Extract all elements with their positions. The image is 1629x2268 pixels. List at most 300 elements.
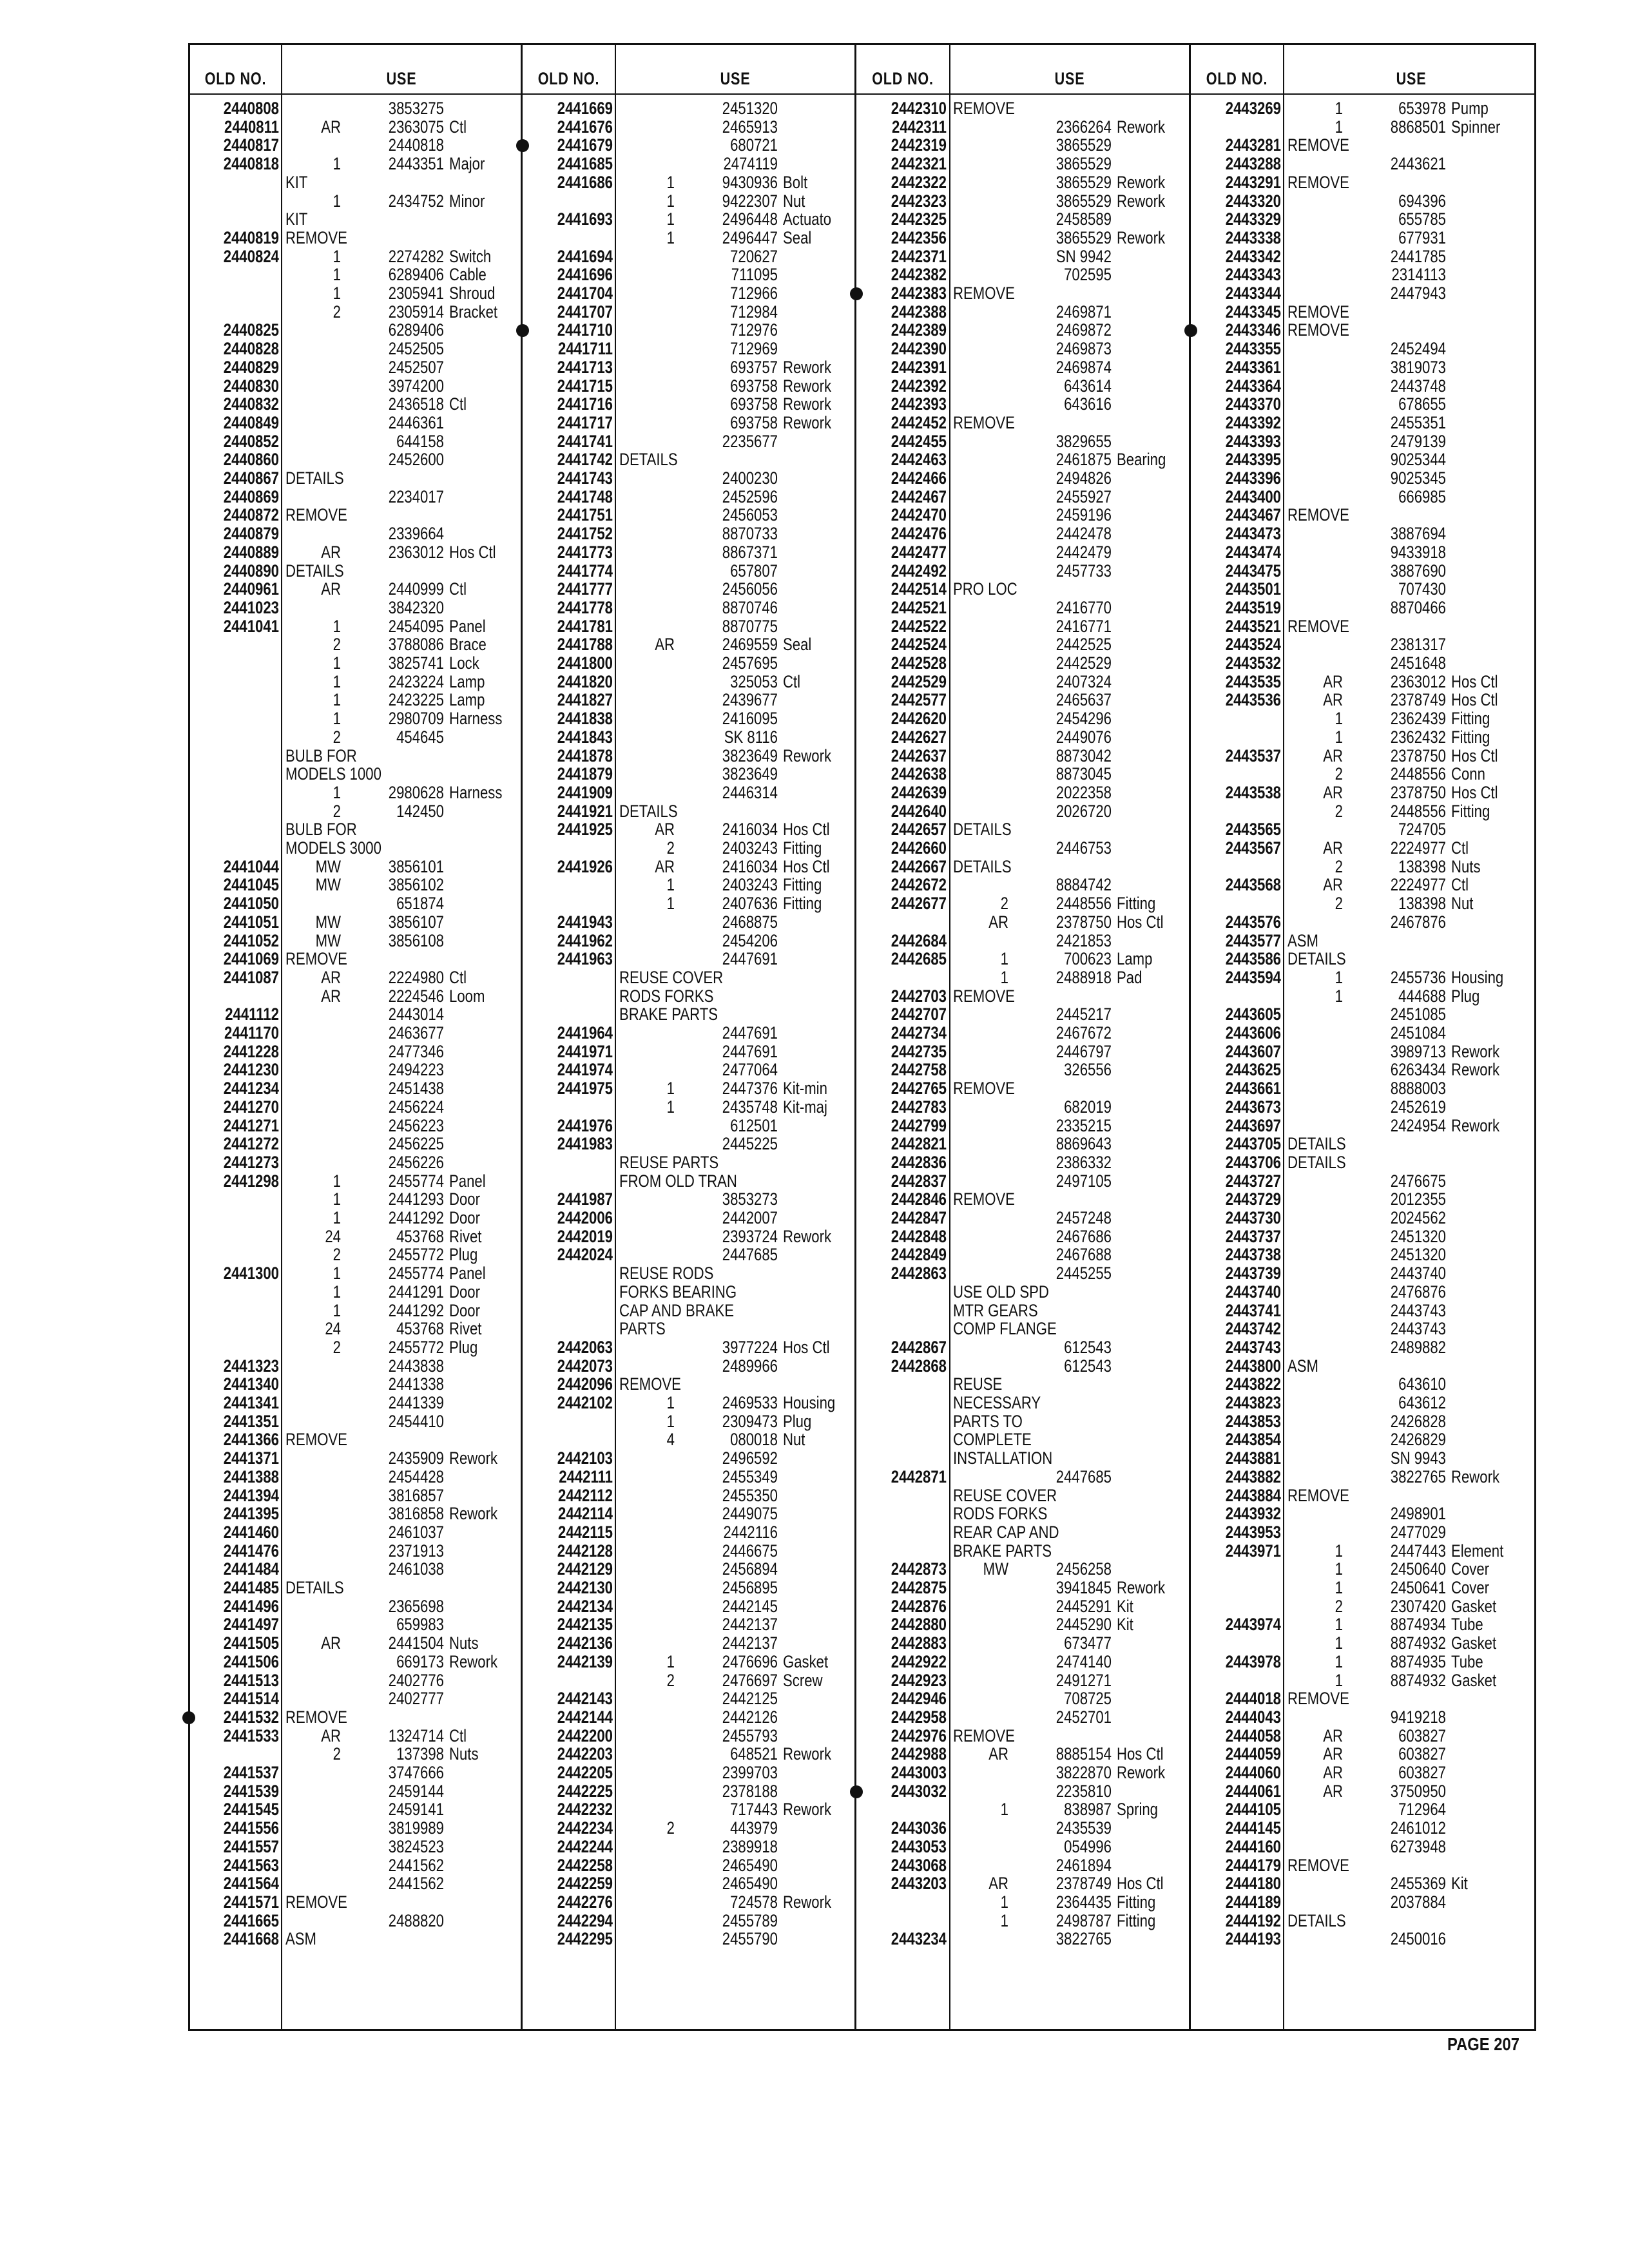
- old-number: 2443706: [1225, 1152, 1281, 1172]
- table-row: [524, 506, 854, 524]
- quantity: 1: [666, 191, 675, 211]
- table-row: [1192, 229, 1537, 247]
- part-number: 6263434: [1390, 1060, 1446, 1080]
- old-number: 2441087: [223, 967, 279, 987]
- row-note: REMOVE: [285, 227, 347, 247]
- part-description: Hos Ctl: [1117, 912, 1164, 932]
- old-number: 2443697: [1225, 1115, 1281, 1135]
- table-row: [1192, 1838, 1537, 1856]
- quantity: 1: [1335, 709, 1343, 729]
- row-note: REMOVE: [953, 1725, 1015, 1745]
- part-number: 8869643: [1055, 1134, 1112, 1154]
- table-row: [524, 1209, 854, 1227]
- part-number: 643610: [1398, 1374, 1446, 1394]
- part-number: 643616: [1064, 394, 1112, 414]
- table-row: [524, 432, 854, 451]
- table-row: [858, 635, 1188, 654]
- old-number: 2442129: [557, 1559, 613, 1579]
- part-number: 9433918: [1390, 542, 1446, 562]
- table-row: [190, 1005, 520, 1024]
- quantity: 1: [333, 1282, 341, 1302]
- part-number: 2443743: [1390, 1319, 1446, 1339]
- row-note: REMOVE: [1287, 302, 1349, 322]
- table-row: [524, 1745, 854, 1763]
- part-number: 2403243: [722, 875, 778, 895]
- table-row: [190, 358, 520, 377]
- part-description: Panel: [449, 1171, 486, 1191]
- old-number: 2441781: [557, 616, 613, 636]
- table-row: [858, 1061, 1188, 1079]
- table-row: [1192, 1912, 1537, 1930]
- quantity: 1: [333, 782, 341, 802]
- table-row: [524, 765, 854, 783]
- old-number: 2442322: [891, 172, 947, 192]
- part-number: 2393724: [722, 1226, 778, 1246]
- table-row: [858, 876, 1188, 894]
- part-number: 669173: [396, 1651, 444, 1671]
- old-number: 2441707: [557, 302, 613, 322]
- old-number: 2444018: [1225, 1689, 1281, 1709]
- table-row: [190, 469, 520, 488]
- table-row: [190, 932, 520, 950]
- part-number: 3865529: [1055, 172, 1112, 192]
- old-number: 2441476: [223, 1541, 279, 1561]
- old-number: 2442863: [891, 1264, 947, 1283]
- table-row: [858, 377, 1188, 396]
- old-number: 2442139: [557, 1651, 613, 1671]
- old-number: 2442848: [891, 1226, 947, 1246]
- table-row: [190, 1542, 520, 1561]
- table-row: [858, 1912, 1188, 1930]
- table-row: [1192, 1542, 1537, 1561]
- table-row: [858, 1653, 1188, 1671]
- row-note: PARTS TO: [953, 1411, 1023, 1431]
- old-number: 2441533: [223, 1725, 279, 1745]
- old-number: 2443281: [1225, 135, 1281, 155]
- table-row: [1192, 543, 1537, 562]
- table-row: [858, 506, 1188, 524]
- table-row: [190, 1320, 520, 1338]
- part-number: 2441292: [388, 1208, 444, 1227]
- old-number: 2441051: [223, 912, 279, 932]
- table-row: [524, 340, 854, 358]
- table-row: [858, 432, 1188, 451]
- old-number: 2441341: [223, 1393, 279, 1412]
- old-number: 2443568: [1225, 875, 1281, 895]
- table-row: [1192, 1117, 1537, 1135]
- part-description: Rework: [1451, 1115, 1500, 1135]
- part-number: 603827: [1398, 1725, 1446, 1745]
- row-note: MODELS 1000: [285, 764, 381, 784]
- use-header: USE: [1396, 69, 1427, 88]
- part-number: 2469559: [722, 635, 778, 655]
- part-number: 2416095: [722, 709, 778, 729]
- quantity: 2: [666, 838, 675, 858]
- part-number: 444688: [1398, 986, 1446, 1006]
- quantity: AR: [321, 967, 341, 987]
- old-number: 2440824: [223, 246, 279, 266]
- old-number: 2441023: [223, 597, 279, 617]
- part-number: 2224980: [388, 967, 444, 987]
- old-number: 2443673: [1225, 1097, 1281, 1117]
- part-description: Screw: [783, 1670, 823, 1690]
- quantity: 1: [1335, 1541, 1343, 1561]
- old-no-header: OLD NO.: [872, 69, 934, 88]
- old-number: 2443538: [1225, 782, 1281, 802]
- part-description: Door: [449, 1189, 480, 1209]
- quantity: 1: [333, 616, 341, 636]
- row-note: PARTS: [619, 1319, 666, 1339]
- part-number: 2441504: [388, 1633, 444, 1653]
- part-description: Gasket: [1451, 1596, 1497, 1616]
- quantity: AR: [321, 579, 341, 599]
- old-number: 2443269: [1225, 99, 1281, 118]
- old-number: 2443036: [891, 1818, 947, 1838]
- old-number: 2442295: [557, 1929, 613, 1949]
- table-row: [190, 1117, 520, 1135]
- table-row: [190, 1800, 520, 1819]
- table-row: [524, 1782, 854, 1801]
- part-description: Door: [449, 1282, 480, 1302]
- old-number: 2441976: [557, 1115, 613, 1135]
- old-number: 2443346: [1225, 320, 1281, 340]
- row-note: REMOVE: [1287, 1485, 1349, 1505]
- table-row: [858, 654, 1188, 673]
- table-row: [858, 321, 1188, 340]
- part-number: 612543: [1064, 1356, 1112, 1376]
- row-note: REMOVE: [285, 1707, 347, 1727]
- part-description: Nuts: [1451, 856, 1481, 876]
- old-number: 2442871: [891, 1466, 947, 1486]
- old-number: 2443395: [1225, 450, 1281, 470]
- bullet-marker: [1184, 324, 1197, 337]
- table-row: [1192, 820, 1537, 839]
- quantity: 1: [333, 690, 341, 710]
- quantity: 1: [333, 154, 341, 174]
- part-number: 2498901: [1390, 1504, 1446, 1524]
- row-note: DETAILS: [1287, 1152, 1346, 1172]
- old-number: 2442849: [891, 1245, 947, 1265]
- part-number: 2461894: [1055, 1855, 1112, 1875]
- row-note: REMOVE: [953, 99, 1015, 118]
- row-note: FORKS BEARING: [619, 1282, 737, 1302]
- part-number: 8868501: [1390, 117, 1446, 137]
- table-row: [858, 192, 1188, 211]
- old-number: 2442627: [891, 727, 947, 747]
- old-number: 2442392: [891, 376, 947, 396]
- old-number: 2443730: [1225, 1208, 1281, 1227]
- part-number: 2496447: [722, 227, 778, 247]
- table-row: [858, 265, 1188, 284]
- table-row: [1192, 1819, 1537, 1838]
- old-number: 2441987: [557, 1189, 613, 1209]
- table-row: [1192, 1671, 1537, 1690]
- part-number: 2442126: [722, 1707, 778, 1727]
- part-number: 724705: [1398, 820, 1446, 840]
- table-row: [858, 1671, 1188, 1690]
- table-row: [858, 1209, 1188, 1227]
- row-note: DETAILS: [1287, 949, 1346, 969]
- old-number: 2442620: [891, 709, 947, 729]
- table-row: [524, 1449, 854, 1468]
- part-number: 666985: [1398, 486, 1446, 506]
- row-note: NECESSARY: [953, 1393, 1041, 1412]
- row-note: REUSE COVER: [953, 1485, 1057, 1505]
- part-number: 2450641: [1390, 1578, 1446, 1597]
- table-row: [1192, 968, 1537, 987]
- part-number: 2446361: [388, 412, 444, 432]
- part-number: 2457248: [1055, 1208, 1112, 1227]
- part-number: 2441291: [388, 1282, 444, 1302]
- part-description: Pad: [1117, 967, 1142, 987]
- part-number: 2448556: [1055, 894, 1112, 914]
- old-number: 2442577: [891, 690, 947, 710]
- part-description: Ctl: [449, 1725, 467, 1745]
- part-number: 2454095: [388, 616, 444, 636]
- table-row: [190, 765, 520, 783]
- part-number: 2452619: [1390, 1097, 1446, 1117]
- old-number: 2441751: [557, 505, 613, 525]
- table-row: [858, 968, 1188, 987]
- old-no-header: OLD NO.: [1206, 69, 1268, 88]
- quantity: MW: [315, 875, 341, 895]
- table-row: [1192, 340, 1537, 358]
- part-description: Rework: [1451, 1466, 1500, 1486]
- old-number: 2440849: [223, 412, 279, 432]
- part-description: Rework: [783, 1226, 832, 1246]
- old-number: 2444058: [1225, 1725, 1281, 1745]
- table-row: [1192, 192, 1537, 211]
- old-number: 2442143: [557, 1689, 613, 1709]
- table-row: [190, 728, 520, 747]
- table-row: [858, 783, 1188, 802]
- part-number: 2451084: [1390, 1023, 1446, 1043]
- part-number: 6289406: [388, 320, 444, 340]
- row-note: RODS FORKS: [619, 986, 714, 1006]
- table-row: [858, 1264, 1188, 1283]
- part-number: 2452596: [722, 486, 778, 506]
- old-number: 2441041: [223, 616, 279, 636]
- table-row: [524, 1338, 854, 1357]
- part-number: 2407636: [722, 894, 778, 914]
- old-number: 2442114: [558, 1504, 613, 1524]
- part-number: 2378750: [1390, 745, 1446, 765]
- part-description: Kit: [1451, 1874, 1468, 1894]
- table-row: [858, 802, 1188, 821]
- part-number: 603827: [1398, 1763, 1446, 1782]
- table-row: [1192, 1412, 1537, 1431]
- old-number: 2442102: [557, 1393, 613, 1412]
- table-row: [524, 229, 854, 247]
- table-row: [190, 321, 520, 340]
- part-number: 326556: [1064, 1060, 1112, 1080]
- part-number: 2455793: [722, 1725, 778, 1745]
- row-note: REMOVE: [1287, 1689, 1349, 1709]
- old-number: 2441170: [224, 1023, 279, 1043]
- table-row: [858, 1800, 1188, 1819]
- part-number: 2416771: [1055, 616, 1112, 636]
- part-description: Hos Ctl: [1451, 671, 1498, 691]
- old-number: 2442876: [891, 1596, 947, 1616]
- part-number: 2456056: [722, 579, 778, 599]
- part-number: 2435748: [722, 1097, 778, 1117]
- old-number: 2440817: [223, 135, 279, 155]
- old-number: 2442846: [891, 1189, 947, 1209]
- old-number: 2442203: [557, 1744, 613, 1764]
- table-row: [190, 1357, 520, 1376]
- table-row: [1192, 1874, 1537, 1893]
- part-number: 2447443: [1390, 1541, 1446, 1561]
- table-row: [858, 1856, 1188, 1875]
- quantity: 2: [1335, 801, 1343, 821]
- row-note: KIT: [285, 172, 308, 192]
- row-note: REMOVE: [1287, 505, 1349, 525]
- table-row: [858, 1190, 1188, 1209]
- table-row: [524, 1043, 854, 1061]
- part-description: Major: [449, 154, 485, 174]
- row-note: DETAILS: [953, 820, 1012, 840]
- old-number: 2442799: [891, 1115, 947, 1135]
- old-number: 2440869: [223, 486, 279, 506]
- part-number: 2474119: [723, 154, 778, 174]
- part-number: 8870733: [722, 524, 778, 544]
- table-row: [524, 173, 854, 192]
- quantity: AR: [988, 912, 1008, 932]
- part-description: Ctl: [449, 579, 467, 599]
- old-number: 2443607: [1225, 1041, 1281, 1061]
- part-number: 2026720: [1055, 801, 1112, 821]
- part-description: Ctl: [1451, 838, 1469, 858]
- part-number: 2389918: [722, 1836, 778, 1856]
- row-note: REMOVE: [953, 986, 1015, 1006]
- old-number: 2442019: [557, 1226, 613, 1246]
- table-row: [524, 1634, 854, 1653]
- table-row: [524, 1283, 854, 1302]
- quantity: 2: [1000, 894, 1008, 914]
- part-number: 2426829: [1390, 1430, 1446, 1450]
- table-row: [524, 1135, 854, 1153]
- part-number: 2454206: [722, 930, 778, 950]
- row-note: DETAILS: [1287, 1910, 1346, 1930]
- table-row: [858, 1172, 1188, 1191]
- table-row: [1192, 617, 1537, 636]
- old-number: 2441485: [223, 1578, 279, 1597]
- table-row: [190, 580, 520, 599]
- part-number: 2452701: [1055, 1707, 1112, 1727]
- old-number: 2441668: [223, 1929, 279, 1949]
- part-number: 2443743: [1390, 1300, 1446, 1320]
- table-row: [1192, 469, 1537, 488]
- part-number: 2022358: [1055, 782, 1112, 802]
- row-note: DETAILS: [285, 1578, 344, 1597]
- part-number: 3887694: [1390, 524, 1446, 544]
- table-row: [1192, 1523, 1537, 1542]
- part-number: 2467686: [1055, 1226, 1112, 1246]
- table-row: [524, 1819, 854, 1838]
- part-number: 643614: [1064, 376, 1112, 396]
- old-no-header: OLD NO.: [537, 69, 600, 88]
- old-number: 2444189: [1225, 1892, 1281, 1912]
- old-number: 2443853: [1225, 1411, 1281, 1431]
- table-row: [190, 599, 520, 617]
- part-number: 3824523: [388, 1836, 444, 1856]
- part-description: Rework: [783, 376, 832, 396]
- part-number: 2479139: [1390, 431, 1446, 451]
- table-row: [524, 1486, 854, 1505]
- table-row: [1192, 247, 1537, 266]
- part-number: 453768: [396, 1319, 444, 1339]
- table-row: [858, 155, 1188, 173]
- part-number: 2476876: [1390, 1282, 1446, 1302]
- table-row: [190, 1449, 520, 1468]
- old-number: 2443884: [1225, 1485, 1281, 1505]
- old-number: 2442707: [891, 1004, 947, 1024]
- old-number: 2441069: [223, 949, 279, 969]
- old-number: 2442390: [891, 339, 947, 359]
- part-number: 2489966: [722, 1356, 778, 1376]
- table-row: [524, 1227, 854, 1246]
- old-number: 2443396: [1225, 468, 1281, 488]
- old-number: 2442672: [891, 875, 947, 895]
- quantity: 1: [333, 265, 341, 285]
- old-number: 2441539: [223, 1781, 279, 1801]
- quantity: 1: [1000, 1892, 1008, 1912]
- part-number: 2491271: [1055, 1670, 1112, 1690]
- old-number: 2443625: [1225, 1060, 1281, 1080]
- old-number: 2442323: [891, 191, 947, 211]
- part-number: 2450640: [1390, 1559, 1446, 1579]
- table-row: [1192, 1302, 1537, 1320]
- table-row: [858, 1486, 1188, 1505]
- table-row: [524, 1653, 854, 1671]
- quantity: 1: [333, 653, 341, 673]
- part-number: 2452494: [1390, 339, 1446, 359]
- table-row: [858, 1227, 1188, 1246]
- table-row: [524, 1024, 854, 1043]
- old-number: 2441513: [223, 1670, 279, 1690]
- quantity: AR: [655, 856, 675, 876]
- old-number: 2442389: [891, 320, 947, 340]
- old-number: 2442514: [891, 579, 947, 599]
- part-description: Bracket: [449, 302, 498, 322]
- table-row: [1192, 1727, 1537, 1745]
- table-row: [190, 543, 520, 562]
- old-number: 2440811: [224, 117, 279, 137]
- part-number: 2445290: [1055, 1615, 1112, 1635]
- old-number: 2441962: [557, 930, 613, 950]
- part-number: 2451648: [1390, 653, 1446, 673]
- table-row: [190, 894, 520, 913]
- part-number: 2362432: [1390, 727, 1446, 747]
- old-number: 2441298: [223, 1171, 279, 1191]
- part-description: Element: [1451, 1541, 1504, 1561]
- table-row: [1192, 173, 1537, 192]
- part-number: 2457695: [722, 653, 778, 673]
- table-row: [1192, 635, 1537, 654]
- part-number: 3977224: [722, 1337, 778, 1357]
- part-number: 3825741: [388, 653, 444, 673]
- part-number: 693758: [730, 394, 778, 414]
- old-number: 2443501: [1225, 579, 1281, 599]
- part-number: 3823649: [722, 764, 778, 784]
- part-number: 2447691: [722, 1023, 778, 1043]
- old-number: 2442276: [557, 1892, 613, 1912]
- row-note: PRO LOC: [953, 579, 1017, 599]
- part-number: 2442525: [1055, 635, 1112, 655]
- part-description: Conn: [1451, 764, 1485, 784]
- row-note: FROM OLD TRAN: [619, 1171, 737, 1191]
- part-number: 8873042: [1055, 745, 1112, 765]
